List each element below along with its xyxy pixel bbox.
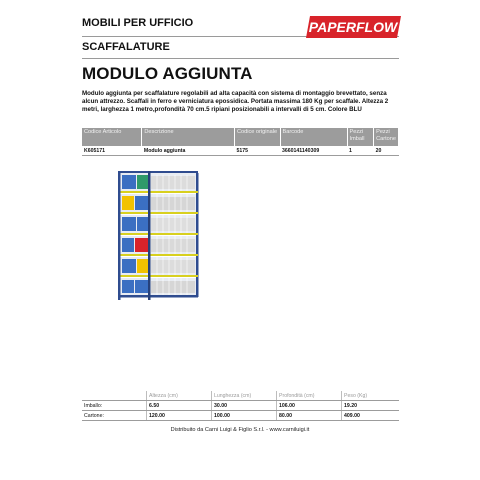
dimensions-table [82, 391, 399, 421]
header-peso: Peso (Kg) [342, 391, 400, 401]
brand-name: PAPERFLOW [308, 19, 398, 35]
header-barcode: Barcode [280, 128, 347, 146]
cell-codice-articolo: K605171 [82, 146, 142, 156]
cell-profondita: 80.00 [277, 411, 342, 421]
header-empty [82, 391, 147, 401]
table-row [82, 401, 399, 411]
product-table [82, 128, 399, 156]
product-description: Modulo aggiunta per scaffalature regolabili ad alta capacità con sistema di montaggio brevettato, senza alcun attrezzo. Scaffali in ferro e verniciatura epossidica. Portata massima 180 Kg per scaffale. Altezza 2 metri, larghezza 1 metro,profondità 70 cm.5 ripiani posizionabili a intervalli di 5 cm. Colore BLU [82, 90, 389, 114]
cell-barcode: 3660141140309 [280, 146, 347, 156]
header-codice-articolo: Codice Articolo [82, 128, 142, 146]
cell-codice-originale: 5175 [234, 146, 280, 156]
header-pezzi-imball: Pezzi Imball [347, 128, 374, 146]
paperflow-logo [306, 16, 401, 38]
header-codice-originale: Codice originale [234, 128, 280, 146]
header-altezza: Altezza (cm) [147, 391, 212, 401]
product-title: MODULO AGGIUNTA [82, 64, 253, 83]
cell-descrizione: Modulo aggiunta [142, 146, 235, 156]
table-row [82, 411, 399, 421]
cell-profondita: 106.00 [277, 401, 342, 411]
category-title: MOBILI PER UFFICIO [82, 17, 194, 29]
row-label-cartone: Cartone: [82, 411, 147, 421]
cell-peso: 409.00 [342, 411, 400, 421]
cell-altezza: 6.50 [147, 401, 212, 411]
cell-lunghezza: 30.00 [212, 401, 277, 411]
table-row [82, 146, 399, 156]
footer-distributor: Distribuito da Carni Luigi & Figlio S.r.l. - www.carniluigi.it [170, 427, 310, 433]
subheader-divider [82, 58, 399, 59]
cell-pezzi-imball: 1 [347, 146, 374, 156]
product-image [118, 171, 200, 300]
header-descrizione: Descrizione [142, 128, 235, 146]
header-lunghezza: Lunghezza (cm) [212, 391, 277, 401]
header-profondita: Profondità (cm) [277, 391, 342, 401]
row-label-imballo: Imballo: [82, 401, 147, 411]
subcategory-title: SCAFFALATURE [82, 41, 170, 53]
product-table-header [82, 128, 399, 146]
cell-peso: 19.20 [342, 401, 400, 411]
cell-altezza: 120.00 [147, 411, 212, 421]
cell-lunghezza: 100.00 [212, 411, 277, 421]
dimensions-table-header [82, 391, 399, 401]
cell-pezzi-cartone: 20 [374, 146, 399, 156]
header-pezzi-cartone: Pezzi Cartone [374, 128, 399, 146]
